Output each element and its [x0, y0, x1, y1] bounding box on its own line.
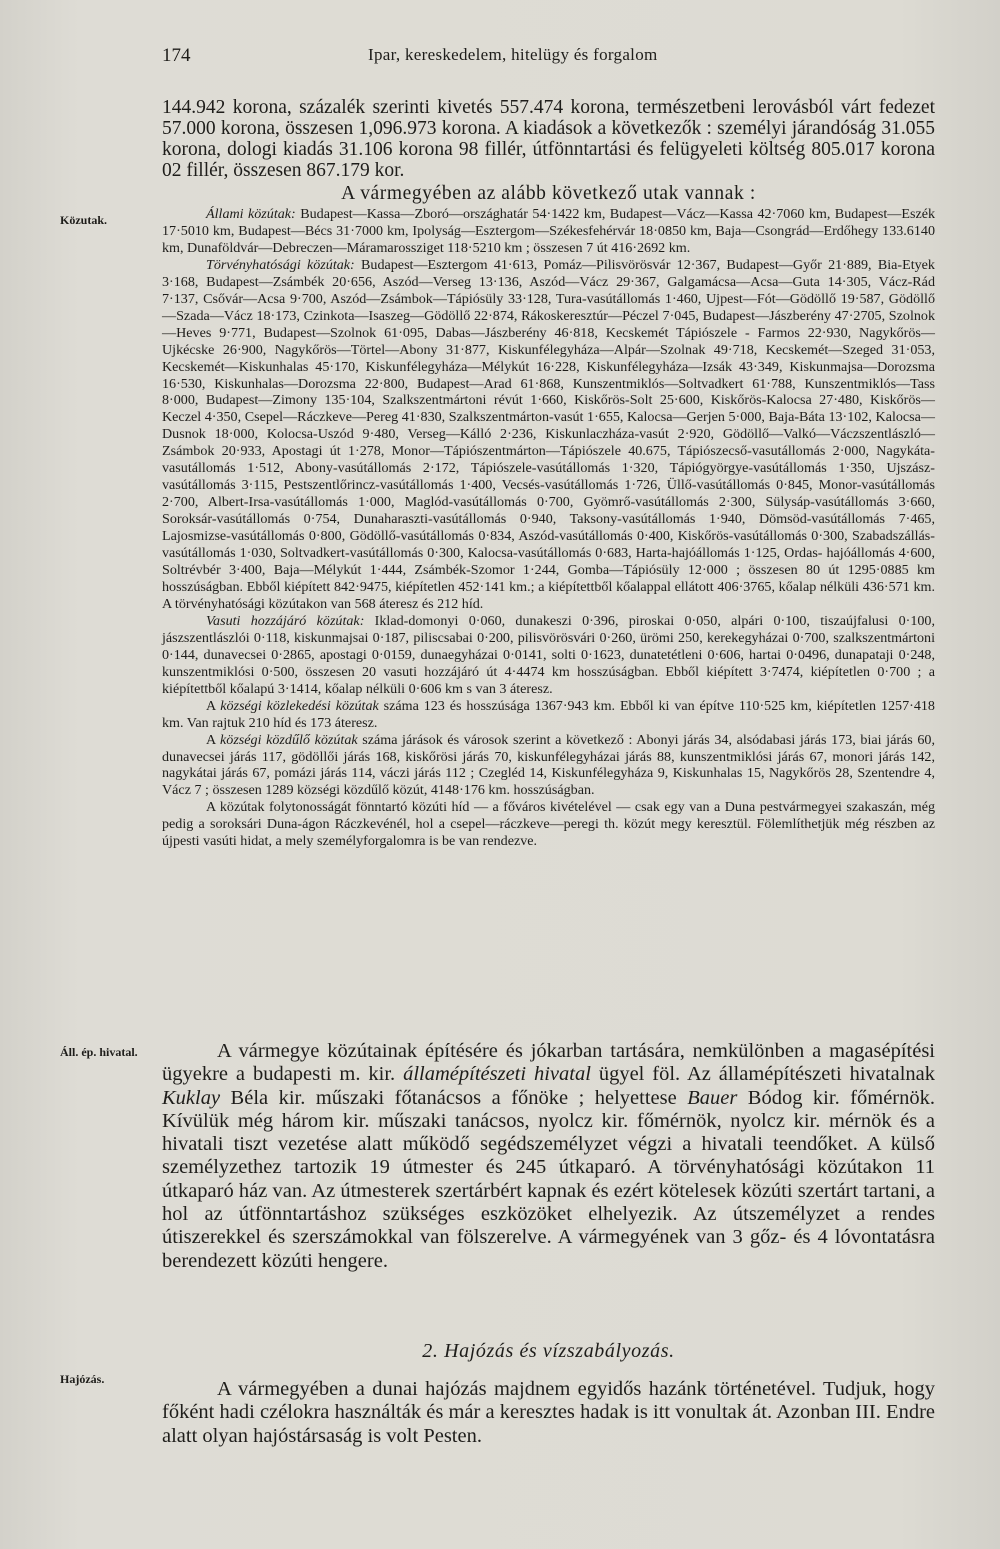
state-roads-paragraph	[162, 206, 935, 257]
margin-note-hajozas: Hajózás.	[60, 1372, 105, 1386]
office-text-4: Bódog kir. főmérnök. Kívülük még három kir. műszaki tanácsos, nyolcz kir. főmérnök, nyolcz kir. mérnök és a hivatali tiszt vezetése alatt működő segédszemélyzet végzi a hivatali teendőket. A külső személyzethez tartozik 19 útmester és 245 útkaparó. A törvényhatósági közútakon 11 útkaparó ház van. Az útmesterek szertárbért kapnak és ezért kötelesek közúti szertárt tartani, a hol az útfönntartáshoz szükséges eszközöket elhelyezik. Az útszemélyzet a rendes útiszerekkel és szerszámokkal van fölszerelve. A vármegyének van 3 gőz- és 4 lóvontatásra berendezett közúti hengere.	[162, 1086, 935, 1272]
office-deputy-name: Bauer	[687, 1086, 738, 1109]
communal-roads-text: száma 123 és hosszúsága 1367·943 km. Ebből ki van építve 110·525 km, kiépítetlen 1257·418 km. Van rajtuk 210 híd és 173 áteresz.	[162, 697, 935, 731]
dirt-roads-label: községi közdűlő közútak	[220, 731, 358, 748]
office-section	[162, 1040, 935, 1273]
railway-roads-label: Vasuti hozzájáró közútak:	[206, 612, 365, 629]
dirt-roads-prefix: A	[206, 731, 221, 748]
railway-roads-text: Iklad-domonyi 0·060, dunakeszi 0·396, piroskai 0·050, alpári 0·100, tiszaújfalusi 0·100, jászszentlászlói 0·118, kiskunmajsai 0·187, piliscsabai 0·200, pilisvörösvári 0·260, ürömi 250, kerekegyházai 0·700, szalkszentmártoni 0·144, dunavecsei 0·2865, apostagi 0·0159, dunaegyházai 0·0141, solti 0·1623, dunatetétleni 0·606, hartai 0·0496, dunapataji 0·248, kunszentmiklósi 0·500, összesen 20 vasuti hozzájáró út 4·4474 km hosszúságban. Ebből kiépített 3·7474, kiépítetlen 0·700 ; a kiépítettből kőalapú 3·1414, kőalap nélküli 0·606 km s van 3 áteresz.	[162, 612, 935, 697]
roads-intro-text: A vármegyében az alább következő utak vannak :	[341, 183, 756, 204]
shipping-paragraph: A vármegyében a dunai hajózás majdnem egyidős hazánk történetével. Tudjuk, hogy főként hadi czélokra használták és már a keresztes hadak is itt vonultak át. Azonban III. Endre alatt olyan hajóstársaság is volt Pesten.	[162, 1378, 935, 1447]
office-text-1: A vármegye közútainak építésére és jókarban tartására, nemkülönben a magasépítési ügyekre a budapesti m. kir.	[162, 1040, 935, 1086]
continuity-paragraph: A közútak folytonosságát fönntartó közúti híd — a főváros kivételével — csak egy van a Duna pestvármegyei szakaszán, még pedig a soroksári Duna-ágon Ráczkevénél, hol a csepel—ráczkeve—peregi th. közút megy keresztül. Fölemlíthetjük még részben az újpesti vasúti hidat, a mely személyforgalomra is be van rendezve.	[162, 799, 935, 850]
office-chief-name: Kuklay	[162, 1086, 221, 1109]
dirt-roads-text: száma járások és városok szerint a következő : Abonyi járás 34, alsódabasi járás 173, biai járás 60, dunavecsei járás 117, gödöllői járás 168, kiskőrösi járás 70, kiskunfélegyházai járás 88, kunszentmiklósi járás 67, monori járás 142, nagykátai járás 67, pomázi járás 114, váczi járás 112 ; Czegléd 14, Kiskunfélegyháza 9, Kiskunhalas 15, Nagykőrös 28, Szentendre 4, Vácz 7 ; összesen 1289 községi közdűlő közút, 4148·176 km. hosszúságban.	[162, 731, 935, 799]
page-number: 174	[162, 45, 191, 66]
office-text-2: ügyel föl. Az államépítészeti hivatalnak	[590, 1063, 935, 1086]
communal-roads-paragraph	[162, 698, 935, 732]
roads-intro	[162, 183, 935, 204]
state-roads-text: Budapest—Kassa—Zboró—országhatár 54·1422 km, Budapest—Vácz—Kassa 42·7060 km, Budapest—Eszék 17·5010 km, Budapest—Bécs 31·7000 km, Ipolyság—Esztergom—Székesfehérvár 18·0850 km, Baja—Csongrád—Erdőhegy 133.6140 km, Dunaföldvár—Debreczen—Máramarossziget 118·5210 km ; összesen 7 út 416·2692 km.	[162, 206, 936, 256]
running-title: Ipar, kereskedelem, hitelügy és forgalom	[368, 45, 658, 64]
railway-roads-paragraph	[162, 613, 935, 698]
municipal-roads-paragraph	[162, 257, 935, 613]
roads-list	[162, 206, 935, 850]
section-heading-block	[162, 1340, 935, 1363]
page-header	[162, 45, 942, 73]
communal-roads-prefix: A	[206, 697, 221, 714]
state-roads-label: Állami közútak:	[206, 206, 296, 222]
office-name: államépítészeti hivatal	[403, 1063, 591, 1086]
office-paragraph	[162, 1040, 935, 1273]
budget-text: 144.942 korona, százalék szerinti kivetés 557.474 korona, természetbeni lerovásból várt fedezet 57.000 korona, összesen 1,096.973 korona. A kiadások a következők : személyi járandóság 31.055 korona, dologi kiadás 31.106 korona 98 fillér, útfönntartási és felügyeleti költség 805.017 korona 02 fillér, összesen 867.179 kor.	[162, 97, 935, 181]
municipal-roads-text: Budapest—Esztergom 41·613, Pomáz—Pilisvörösvár 12·367, Budapest—Győr 21·889, Bia-Etyek 3·168, Budapest—Zsámbék 20·656, Aszód—Verseg 13·136, Aszód—Vácz 29·367, Galgamácsa—Acsa—Guta 14·305, Vácz-Rád 7·137, Csővár—Acsa 9·700, Aszód—Zsámbok—Tápiósüly 33·128, Tura-vasútállomás 1·460, Ujpest—Fót—Gödöllő 19·587, Gödöllő—Szada—Vácz 18·173, Czinkota—Isaszeg—Gödöllő 22·874, Rákoskeresztúr—Péczel 7·045, Budapest—Jászberény 47·2705, Szolnok—Heves 9·771, Budapest—Szolnok 61·095, Dabas—Jászberény 46·818, Kecskemét Tápiószele - Farmos 22·930, Nagykőrös—Ujkécske 26·900, Nagykőrös—Törtel—Abony 31·877, Kiskunfélegyháza—Alpár—Szolnak 49·718, Kecskemét—Szeged 31·053, Kecskemét—Kiskunhalas 45·170, Kiskunfélegyháza—Mélykút 16·228, Kiskunfélegyháza—Izsák 43·349, Kiskunmajsa—Dorozsma 16·530, Kiskunhalas—Dorozsma 22·800, Budapest—Arad 61·868, Kunszentmiklós—Soltvadkert 61·788, Kunszentmiklós—Tass 8·000, Budapest—Zimony 135·104, Szalkszentmártoni révút 1·660, Kiskőrös-Solt 25·600, Kiskőrös-Kalocsa 27·480, Kiskőrös—Keczel 4·350, Csepel—Ráczkeve—Pereg 41·830, Szalkszentmárton-vasút 1·655, Kalocsa—Gerjen 5·000, Baja-Báta 13·102, Kalocsa—Dusnok 18·000, Kolocsa-Uszód 9·480, Verseg—Kálló 2·236, Kiskunlaczháza-vasút 2·920, Gödöllő—Valkó—Váczszentlászló—Zsámbok 20·933, Apostagi út 1·278, Monor—Tápiószentmárton—Tápiószele 40.675, Tápiószecső-vasutállomás 2·000, Nagykáta-vasutállomás 1·512, Abony-vasútállomás 2·172, Tápiószele-vasútállomás 1·320, Tápiógyörgye-vasútállomás 1·350, Ujszász-vasútállomás 3·115, Pestszentlőrincz-vasútállomás 1·400, Vecsés-vasútállomás 1·726, Üllő-vasútállomás 0·845, Monor-vasútállomás 2·700, Albert-Irsa-vasútállomás 1·000, Maglód-vasútállomás 0·700, Gyömrő-vasútállomás 2·300, Sülysáp-vasútállomás 3·660, Soroksár-vasútállomás 0·754, Dunaharaszti-vasútállomás 0·940, Taksony-vasútállomás 1·940, Dömsöd-vasútállomás 7·465, Lajosmizse-vasútállomás 0·800, Gödöllő-vasútállomás 0·834, Aszód-vasútállomás 0·400, Kiskőrös-vasútállomás 0·300, Szabadszállás-vasútállomás 1·030, Soltvadkert-vasútállomás 0·300, Kalocsa-vasútállomás 0·683, Harta-hajóállomás 1·125, Ordas- hajóállomás 4·600, Soltrévbér 3·400, Baja—Mélykút 1·444, Zsámbék-Szomor 1·244, Gomba—Tápiósüly 12·000 ; összesen 80 út 1295·0885 km hosszúságban. Ebből kiépített 842·9475, kiépítetlen 452·141 km.; a kiépítettből kőalappal ellátott 406·3765, kőalap nélküli 436·571 km. A törvényhatósági közútakon van 568 áteresz és 212 híd.	[162, 256, 935, 612]
communal-roads-label: községi közlekedési közútak	[220, 697, 379, 714]
municipal-roads-label: Törvényhatósági közútak:	[206, 256, 355, 273]
section-heading: 2. Hajózás és vízszabályozás.	[422, 1340, 675, 1362]
dirt-roads-paragraph	[162, 732, 935, 800]
office-text-3: Béla kir. műszaki főtanácsos a főnöke ; helyettese	[220, 1086, 688, 1109]
shipping-section	[162, 1378, 935, 1448]
margin-note-hivatal: Áll. ép. hivatal.	[60, 1045, 138, 1059]
budget-paragraph	[162, 97, 935, 181]
margin-note-kozutak: Közutak.	[60, 213, 108, 227]
